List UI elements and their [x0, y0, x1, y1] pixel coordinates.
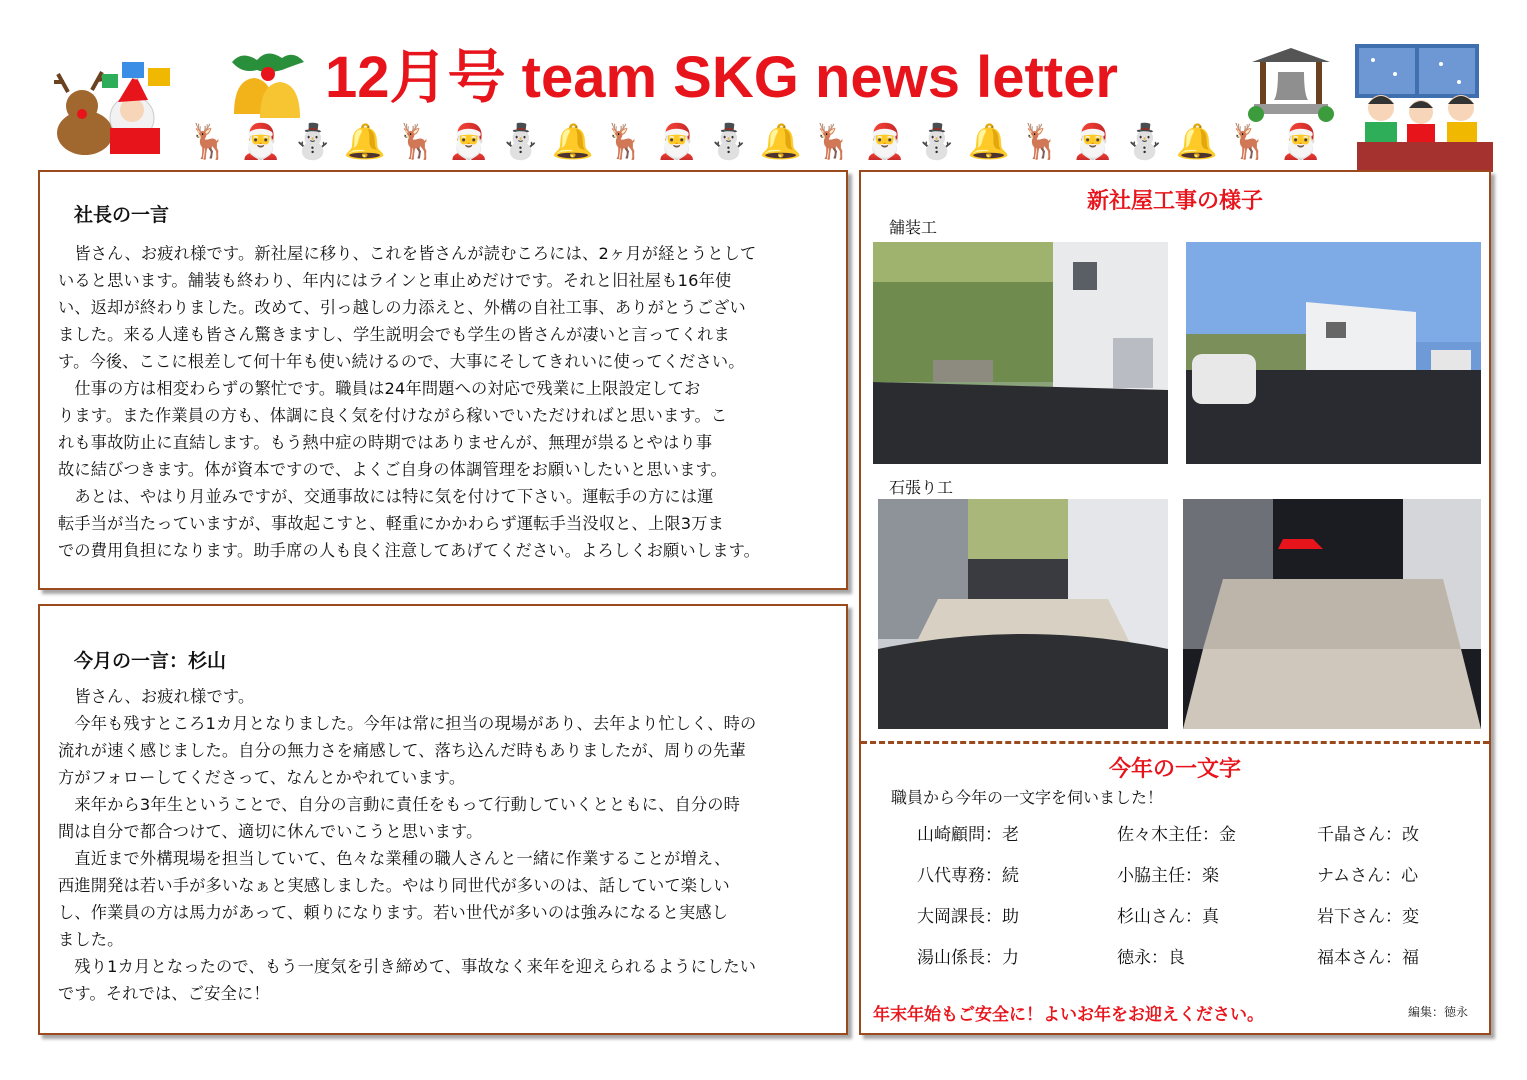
temple-bell-icon [1246, 44, 1336, 124]
editor-credit: 編集：徳永 [1408, 1005, 1469, 1019]
photo-paving-1 [873, 242, 1168, 464]
president-body: 皆さん、お疲れ様です。新社屋に移り、これを皆さんが読むころには、2ヶ月が経とうとして いると思います。舗装も終わり、年内にはラインと車止めだけです。それと旧社屋も16年使 い、返却が終わりました。改めて、引っ越しの力添えと、外構の自社工事、ありがとうござい ました。来る人達も皆さん驚きますし、学生説明会でも学生の皆さんが凄いと言ってくれま す。今後、ここに根差して何十年も使い続けるので、大事にそしてきれいに使ってください。 仕事の方は相変わらずの繁忙です。職員は24年問題への対応で残業に上限設定してお ります。また作業員の方も、体調に良く気を付けながら稼いでいただければと思います。こ れも事故防止に直結します。もう熱中症の時期ではありませんが、無理が祟るとやはり事 故に結びつきます。体が資本ですので、よくご自身の体調管理をお願いしたいと思います。 あとは、やはり月並みですが、交通事故には特に気を付けて下さい。運転手の方には運 転手当が当たっていますが、事故起こすと、軽重にかかわらず運転手当没収と、上限3万ま での費用負担になります。助手席の人も良く注意してあげてください。よろしくお願いします。 [58, 244, 761, 560]
monthly-heading: 今月の一言：杉山 [74, 650, 227, 672]
kanji-entry: 岩下さん：変 [1317, 907, 1419, 927]
president-heading: 社長の一言 [74, 204, 170, 226]
kanji-entry: 大岡課長：助 [917, 907, 1019, 927]
monthly-message-box [38, 604, 848, 1035]
reindeer-icon: 🦌 [187, 122, 231, 162]
photo-stone-2 [1183, 499, 1481, 729]
monthly-body: 皆さん、お疲れ様です。 今年も残すところ1カ月となりました。今年は常に担当の現場があり、去年より忙しく、時の 流れが速く感じました。自分の無力さを痛感して、落ち込んだ時もありましたが、周りの先輩 方がフォローしてくださって、なんとかやれています。 来年から3年生ということで、自分の言動に責任をもって行動していくとともに、自分の時 間は自分で都合つけて、適切に休んでいこうと思います。 直近まで外構現場を担当していて、色々な業種の職人さんと一緒に作業することが増え、 西進開発は若い手が多いなぁと実感しました。やはり同世代が多いのは、話していて楽しい し、作業員の方は馬力があって、頼りになります。若い世代が多いのは強みになると実感し ました。 残り1カ月となったので、もう一度気を引き締めて、事故なく来年を迎えられるようにしたい です。それでは、ご安全に！ [58, 687, 757, 1003]
bells-icon: 🔔 [343, 122, 387, 162]
kanji-entry: 山崎顧問：老 [917, 825, 1019, 845]
kanji-entry: 湯山係長：力 [917, 948, 1019, 968]
photo-stone-1 [878, 499, 1168, 729]
right-panel [859, 170, 1491, 1035]
caption-stone: 石張り工 [889, 478, 954, 497]
reindeer-icon: 🦌 [1019, 122, 1063, 162]
kanji-entry: ナムさん：心 [1317, 866, 1419, 886]
santa-hat-icon: 🎅 [863, 122, 907, 162]
santa-hat-icon: 🎅 [447, 122, 491, 162]
santa-reindeer-icon [40, 48, 180, 168]
kanji-list [917, 824, 1477, 969]
newsletter-title: 12月号 team SKG news letter [325, 45, 1118, 110]
caption-paving: 舗装工 [889, 218, 938, 237]
snowman-icon: ⛄ [291, 122, 335, 162]
kanji-entry: 杉山さん：真 [1117, 907, 1219, 927]
president-message-box [38, 170, 848, 590]
section-divider [861, 741, 1489, 744]
bells-icon: 🔔 [967, 122, 1011, 162]
santa-hat-icon: 🎅 [655, 122, 699, 162]
family-eating-icon [1355, 44, 1495, 174]
kanji-title: 今年の一文字 [1108, 757, 1241, 782]
bells-icon: 🔔 [759, 122, 803, 162]
bells-icon: 🔔 [1175, 122, 1219, 162]
snowman-icon: ⛄ [915, 122, 959, 162]
snowman-icon: ⛄ [1123, 122, 1167, 162]
reindeer-icon: 🦌 [395, 122, 439, 162]
kanji-entry: 八代専務：続 [917, 866, 1019, 886]
snowman-icon: ⛄ [499, 122, 543, 162]
kanji-entry: 小脇主任：楽 [1117, 866, 1219, 886]
reindeer-icon: 🦌 [603, 122, 647, 162]
kanji-entry: 千晶さん：改 [1317, 825, 1419, 845]
kanji-intro: 職員から今年の一文字を伺いました！ [891, 788, 1164, 807]
santa-hat-icon: 🎅 [1279, 122, 1323, 162]
reindeer-icon: 🦌 [1227, 122, 1271, 162]
kanji-entry: 徳永：良 [1117, 948, 1185, 968]
santa-hat-icon: 🎅 [239, 122, 283, 162]
christmas-border [185, 116, 1345, 168]
bells-icon: 🔔 [551, 122, 595, 162]
reindeer-icon: 🦌 [811, 122, 855, 162]
closing-message: 年末年始もご安全に！よいお年をお迎えください。 [873, 1005, 1264, 1025]
construction-title: 新社屋工事の様子 [1086, 189, 1263, 214]
photo-paving-2 [1186, 242, 1481, 464]
kanji-entry: 佐々木主任：金 [1117, 825, 1236, 845]
santa-hat-icon: 🎅 [1071, 122, 1115, 162]
kanji-entry: 福本さん：福 [1317, 948, 1419, 968]
snowman-icon: ⛄ [707, 122, 751, 162]
